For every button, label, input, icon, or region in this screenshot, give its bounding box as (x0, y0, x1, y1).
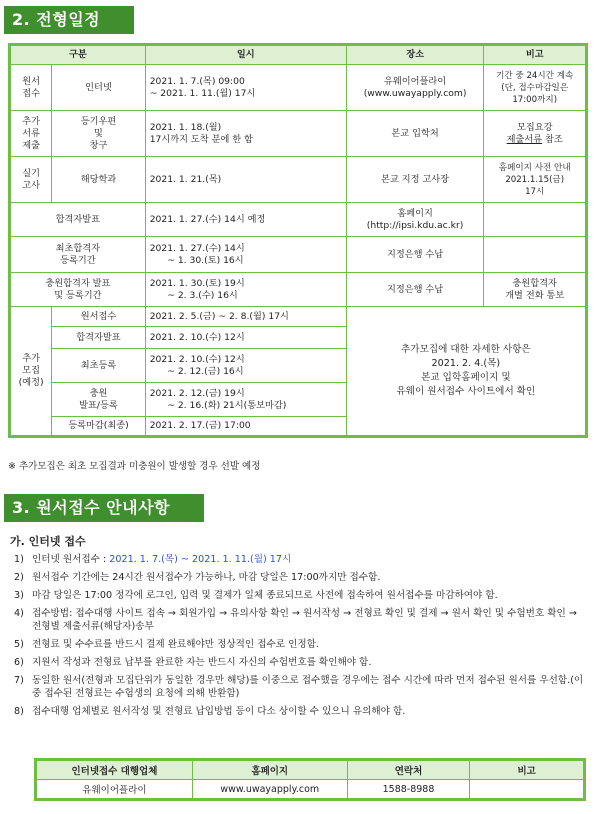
header-place: 장소 (346, 45, 484, 65)
row-place: 유웨이어플라이 (www.uwayapply.com) (346, 65, 484, 111)
item-text: 지원서 작성과 전형료 납부를 완료한 자는 반드시 자신의 수험번호를 확인해야 함. (32, 657, 372, 668)
row-datetime: 2021. 1. 18.(월) 17시까지 도착 분에 한 함 (145, 111, 346, 157)
row-datetime: 2021. 2. 10.(수) 12시 ~ 2. 12.(금) 16시 (145, 349, 346, 383)
item-text: 전형료 및 수수료를 반드시 결제 완료해야만 정상적인 접수로 인정함. (32, 639, 319, 650)
row-place: 지정은행 수납 (346, 273, 484, 307)
row-note: 홈페이지 사전 안내 2021.1.15(금) 17시 (484, 157, 587, 203)
row-datetime: 2021. 2. 17.(금) 17:00 (145, 417, 346, 437)
row-category: 합격자발표 (10, 203, 146, 237)
item-number: 1) (14, 554, 24, 565)
list-item (14, 656, 589, 669)
row-subcategory: 인터넷 (52, 65, 145, 111)
agency-phone: 1588-8988 (347, 780, 470, 800)
row-category: 충원합격자 발표 및 등록기간 (10, 273, 146, 307)
row-category: 실기 고사 (10, 157, 52, 203)
item-number: 2) (14, 572, 24, 583)
item-number: 8) (14, 706, 24, 717)
row-datetime: 2021. 2. 5.(금) ~ 2. 8.(월) 17시 (145, 307, 346, 327)
row-datetime: 2021. 1. 27.(수) 14시 ~ 1. 30.(토) 16시 (145, 237, 346, 273)
agency-header-name: 인터넷접수 대행업체 (36, 760, 193, 780)
row-note: 기간 중 24시간 계속 (단, 접수마감일은 17:00까지) (484, 65, 587, 111)
table-row (10, 237, 587, 273)
notes-list (14, 553, 589, 723)
item-text: 인터넷 원서접수 : (32, 554, 110, 565)
row-place: 본교 입학처 (346, 111, 484, 157)
list-item (14, 674, 589, 700)
item-number: 5) (14, 639, 24, 650)
row-note (484, 203, 587, 237)
row-datetime: 2021. 1. 21.(목) (145, 157, 346, 203)
schedule-table (8, 43, 588, 438)
item-text: 마감 당일은 17:00 정각에 로그인, 입력 및 결제가 일체 종료되므로 사전에 접속하여 원서접수를 마감하여야 함. (32, 590, 498, 601)
row-category: 추가 서류 제출 (10, 111, 52, 157)
header-category: 구분 (10, 45, 146, 65)
header-note: 비고 (484, 45, 587, 65)
table-row (10, 65, 587, 111)
row-subcategory: 등기우편 및 창구 (52, 111, 145, 157)
agency-table (34, 758, 586, 801)
table-row (10, 273, 587, 307)
row-category: 원서 접수 (10, 65, 52, 111)
row-datetime: 2021. 1. 27.(수) 14시 예정 (145, 203, 346, 237)
row-place: 지정은행 수납 (346, 237, 484, 273)
row-subcategory: 원서접수 (52, 307, 145, 327)
item-number: 4) (14, 608, 24, 619)
note-line-2: 참조 (542, 133, 563, 145)
row-datetime: 2021. 2. 10.(수) 12시 (145, 327, 346, 349)
agency-header-contact: 연락처 (347, 760, 470, 780)
row-datetime: 2021. 2. 12.(금) 19시 ~ 2. 16.(화) 21시(통보마감) (145, 383, 346, 417)
row-subcategory: 해당학과 (52, 157, 145, 203)
list-item (14, 705, 589, 718)
row-subcategory: 최초등록 (52, 349, 145, 383)
list-item (14, 553, 589, 566)
item-text: 원서접수 기간에는 24시간 원서접수가 가능하나, 마감 당일은 17:00까지만 접수함. (32, 572, 381, 583)
agency-homepage-link[interactable]: www.uwayapply.com (192, 780, 347, 800)
note-link-documents: 제출서류 (506, 133, 543, 145)
header-datetime: 일시 (145, 45, 346, 65)
list-item (14, 571, 589, 584)
table-row (10, 203, 587, 237)
row-category: 추가 모집 (예정) (10, 307, 52, 437)
table-row (10, 307, 587, 327)
list-item (14, 607, 589, 633)
item-number: 7) (14, 675, 24, 686)
section-2-title: 2. 전형일정 (4, 6, 134, 34)
row-place: 홈페이지 (http://ipsi.kdu.ac.kr) (346, 203, 484, 237)
row-note: 충원합격자 개별 전화 통보 (484, 273, 587, 307)
list-item (14, 589, 589, 602)
row-datetime: 2021. 1. 7.(목) 09:00 ~ 2021. 1. 11.(월) 17시 (145, 65, 346, 111)
subsection-title: 가. 인터넷 접수 (10, 535, 86, 548)
table-row (36, 780, 585, 800)
schedule-footnote: ※ 추가모집은 최초 모집결과 미충원이 발생할 경우 선발 예정 (8, 461, 261, 472)
section-3-title: 3. 원서접수 안내사항 (4, 494, 204, 522)
item-highlight: 2021. 1. 7.(목) ~ 2021. 1. 11.(월) 17시 (109, 554, 292, 565)
item-text: 접수대행 업체별로 원서작성 및 전형료 납입방법 등이 다소 상이할 수 있으니 유의해야 함. (32, 706, 406, 717)
agency-name: 유웨이어플라이 (36, 780, 193, 800)
row-subcategory: 합격자발표 (52, 327, 145, 349)
row-note (484, 111, 587, 157)
item-text: 동일한 원서(전형과 모집단위가 동일한 경우만 해당)를 이중으로 접수했을 경우에는 접수 시간에 따라 먼저 접수된 원서를 우선함.(이중 접수된 전형료는 수험생의 요청에 의해 반환함) (32, 675, 584, 699)
row-subcategory: 충원 발표/등록 (52, 383, 145, 417)
row-place: 본교 지정 고사장 (346, 157, 484, 203)
item-number: 3) (14, 590, 24, 601)
agency-header-note: 비고 (470, 760, 585, 780)
row-place: 추가모집에 대한 자세한 사항은 2021. 2. 4.(목) 본교 입학홈페이지 및 유웨이 원서접수 사이트에서 확인 (346, 307, 586, 437)
row-datetime: 2021. 1. 30.(토) 19시 ~ 2. 3.(수) 16시 (145, 273, 346, 307)
row-subcategory: 등록마감(최종) (52, 417, 145, 437)
agency-note (470, 780, 585, 800)
item-text: 접수방법: 접수대행 사이트 접속 → 회원가입 → 유의사항 확인 → 원서작성 → 전형료 확인 및 결제 → 원서 확인 및 수험번호 확인 → 전형별 제출서류(해당자)송부 (32, 608, 577, 632)
table-row (10, 157, 587, 203)
note-line-1: 모집요강 (516, 121, 553, 133)
row-category: 최초합격자 등록기간 (10, 237, 146, 273)
list-item (14, 638, 589, 651)
table-row (10, 111, 587, 157)
row-note (484, 237, 587, 273)
agency-header-homepage: 홈페이지 (192, 760, 347, 780)
item-number: 6) (14, 657, 24, 668)
